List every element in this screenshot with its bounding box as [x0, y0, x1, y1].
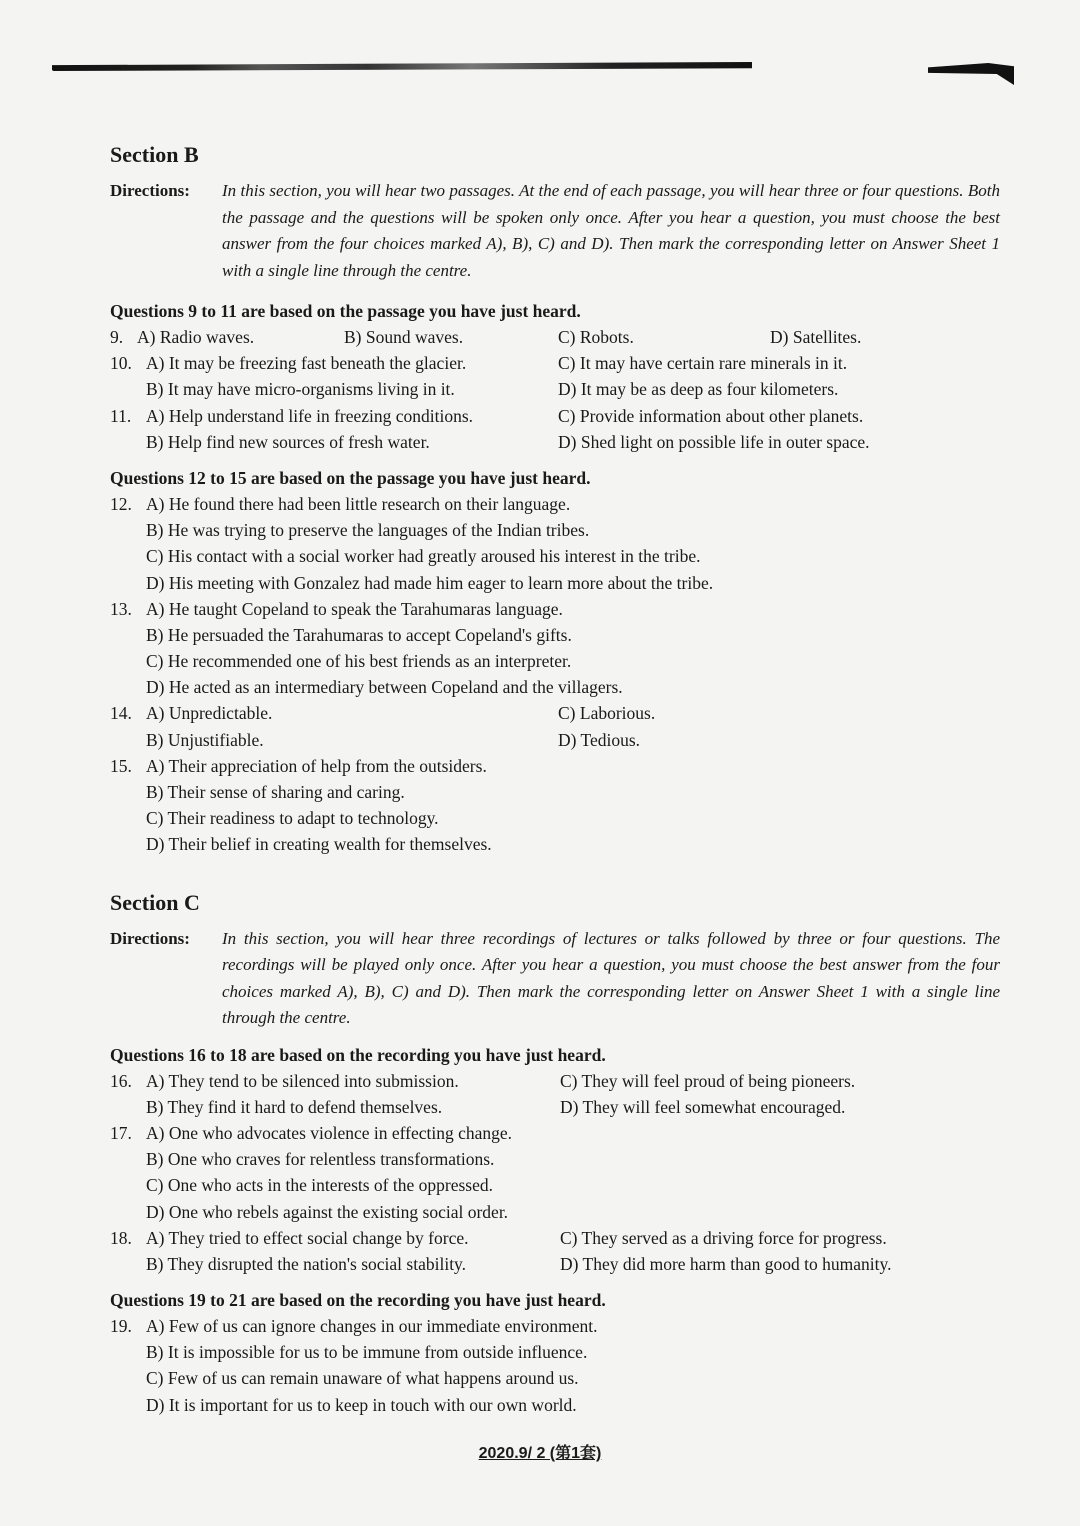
question-12-c [110, 543, 1000, 569]
option-c[interactable]: C) Few of us can remain unaware of what happens around us. [146, 1368, 579, 1389]
question-19-c [110, 1365, 1000, 1391]
option-a[interactable]: A) Their appreciation of help from the outsiders. [146, 755, 487, 776]
question-17-c [110, 1172, 1000, 1198]
option-b[interactable]: B) They disrupted the nation's social stability. [146, 1253, 467, 1274]
question-15-c [110, 805, 1000, 831]
question-13-b [110, 622, 1000, 648]
option-c[interactable]: C) They will feel proud of being pioneers. [560, 1070, 856, 1091]
top-rule-right [928, 63, 1014, 85]
section-b-directions [110, 178, 1000, 284]
question-13-c [110, 648, 1000, 674]
question-16-row2 [110, 1094, 1000, 1120]
option-d[interactable]: D) Their belief in creating wealth for themselves. [146, 834, 492, 855]
question-12 [110, 491, 1000, 517]
option-b[interactable]: B) It is impossible for us to be immune from outside influence. [146, 1342, 588, 1363]
question-group-title: Questions 9 to 11 are based on the passage you have just heard. [110, 301, 581, 321]
option-c[interactable]: C) Their readiness to adapt to technology. [146, 808, 439, 829]
option-a[interactable]: A) They tend to be silenced into submission. [146, 1070, 459, 1091]
question-9 [110, 324, 1000, 350]
question-18-row2 [110, 1251, 1000, 1277]
section-c-title: Section C [110, 889, 200, 915]
option-a[interactable]: A) Unpredictable. [146, 703, 273, 724]
directions-label: Directions: [110, 928, 190, 948]
question-group-title: Questions 19 to 21 are based on the recording you have just heard. [110, 1290, 606, 1311]
option-c[interactable]: C) Laborious. [558, 703, 656, 724]
question-number: 10. [110, 353, 132, 374]
section-c-directions [110, 926, 1000, 1032]
question-13 [110, 596, 1000, 622]
section-b-title: Section B [110, 142, 199, 167]
directions-label: Directions: [110, 181, 190, 200]
question-number: 11. [110, 405, 132, 426]
page-number: 2020.9/ 2 (第1套) [478, 1445, 602, 1462]
question-12-b [110, 517, 1000, 543]
option-b[interactable]: B) It may have micro-organisms living in it. [146, 379, 455, 400]
question-18 [110, 1225, 1000, 1251]
option-b[interactable]: B) He was trying to preserve the languages of the Indian tribes. [146, 520, 590, 541]
option-d[interactable]: D) They will feel somewhat encouraged. [560, 1096, 846, 1117]
option-c[interactable]: C) They served as a driving force for progress. [560, 1227, 887, 1248]
question-11-row2 [110, 429, 1000, 455]
page-content [110, 140, 1000, 1418]
option-b[interactable]: B) Help find new sources of fresh water. [146, 431, 430, 452]
option-c[interactable]: C) His contact with a social worker had greatly aroused his interest in the tribe. [146, 546, 701, 567]
option-a[interactable]: A) It may be freezing fast beneath the glacier. [146, 353, 467, 374]
option-a[interactable]: A) Few of us can ignore changes in our immediate environment. [146, 1316, 598, 1337]
question-17-b [110, 1146, 1000, 1172]
question-number: 13. [110, 598, 132, 619]
option-b[interactable]: B) Unjustifiable. [146, 729, 264, 750]
question-number: 15. [110, 755, 132, 776]
option-c[interactable]: C) It may have certain rare minerals in it. [558, 353, 848, 374]
option-c[interactable]: C) Robots. [558, 327, 634, 347]
question-15 [110, 753, 1000, 779]
top-rule [52, 62, 752, 71]
option-a[interactable]: A) Radio waves. [137, 327, 255, 347]
question-19 [110, 1313, 1000, 1339]
question-12-d [110, 570, 1000, 596]
question-group-title: Questions 12 to 15 are based on the passage you have just heard. [110, 467, 591, 488]
question-15-d [110, 831, 1000, 857]
option-a[interactable]: A) He found there had been little research on their language. [146, 493, 571, 514]
question-13-d [110, 674, 1000, 700]
question-group-title: Questions 16 to 18 are based on the recording you have just heard. [110, 1044, 606, 1065]
option-d[interactable]: D) It is important for us to keep in touch with our own world. [146, 1394, 577, 1415]
option-c[interactable]: C) One who acts in the interests of the oppressed. [146, 1175, 494, 1196]
question-14-row2 [110, 727, 1000, 753]
question-number: 9. [110, 327, 124, 347]
question-16 [110, 1068, 1000, 1094]
question-10-row2 [110, 376, 1000, 402]
option-b[interactable]: B) They find it hard to defend themselves. [146, 1096, 443, 1117]
option-c[interactable]: C) He recommended one of his best friends as an interpreter. [146, 651, 572, 672]
question-number: 19. [110, 1316, 132, 1337]
option-c[interactable]: C) Provide information about other planets. [558, 405, 864, 426]
question-11 [110, 403, 1000, 429]
option-a[interactable]: A) They tried to effect social change by force. [146, 1227, 469, 1248]
option-b[interactable]: B) Their sense of sharing and caring. [146, 782, 405, 802]
question-number: 12. [110, 493, 132, 514]
question-17 [110, 1120, 1000, 1146]
option-d[interactable]: D) One who rebels against the existing social order. [146, 1201, 509, 1222]
question-number: 18. [110, 1227, 132, 1248]
page-footer [0, 1440, 1080, 1463]
option-b[interactable]: B) He persuaded the Tarahumaras to accept Copeland's gifts. [146, 624, 572, 645]
option-b[interactable]: B) Sound waves. [344, 327, 464, 347]
option-d[interactable]: D) They did more harm than good to humanity. [560, 1253, 892, 1274]
question-17-d [110, 1199, 1000, 1225]
option-d[interactable]: D) It may be as deep as four kilometers. [558, 379, 839, 400]
question-number: 14. [110, 703, 132, 724]
option-d[interactable]: D) He acted as an intermediary between Copeland and the villagers. [146, 677, 623, 698]
question-19-d [110, 1392, 1000, 1418]
question-15-b [110, 779, 1000, 805]
option-a[interactable]: A) He taught Copeland to speak the Tarahumaras language. [146, 598, 563, 619]
option-a[interactable]: A) Help understand life in freezing conditions. [146, 405, 474, 426]
question-14 [110, 700, 1000, 726]
option-a[interactable]: A) One who advocates violence in effecting change. [146, 1122, 513, 1143]
option-b[interactable]: B) One who craves for relentless transformations. [146, 1149, 495, 1170]
directions-text: In this section, you will hear two passages. At the end of each passage, you will hear three or four questions. Both the passage and the questions will be spoken only once. After you hear a question, you must choose the best answer from the four choices marked A), B), C) and D). Then mark the corresponding letter on Answer Sheet 1 with a single line through the centre. [222, 181, 1000, 280]
question-number: 16. [110, 1070, 132, 1091]
option-d[interactable]: D) Shed light on possible life in outer space. [558, 431, 870, 452]
question-10 [110, 350, 1000, 376]
question-19-b [110, 1339, 1000, 1365]
option-d[interactable]: D) Tedious. [558, 729, 641, 750]
directions-text: In this section, you will hear three recordings of lectures or talks followed by three or four questions. The recordings will be played only once. After you hear a question, you must choose the best answer from the four choices marked A), B), C) and D). Then mark the corresponding letter on Answer Sheet 1 with a single line through the centre. [222, 928, 1000, 1028]
option-d[interactable]: D) His meeting with Gonzalez had made him eager to learn more about the tribe. [146, 572, 714, 593]
question-number: 17. [110, 1122, 132, 1143]
option-d[interactable]: D) Satellites. [770, 327, 862, 347]
